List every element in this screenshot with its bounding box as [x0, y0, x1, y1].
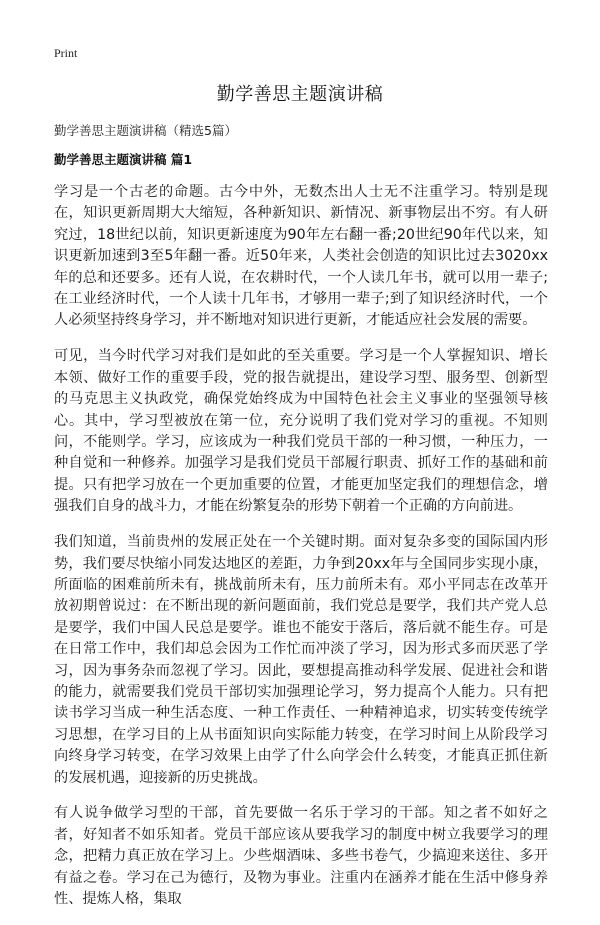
- section-heading: 勤学善思主题演讲稿 篇1: [54, 152, 193, 167]
- paragraph: 我们知道，当前贵州的发展正处在一个关键时期。面对复杂多变的国际国内形势，我们要尽快缩小同发达地区的差距，力争到20xx年与全国同步实现小康，所面临的困难前所未有，挑战前所未有，压力前所未有。邓小平同志在改革开放初期曾说过：在不断出现的新问题面前，我们党总是要学，我们共产党人总是要学，我们中国人民总是要学。谁也不能安于落后，落后就不能生存。可是在日常工作中，我们却总会因为工作忙而冲淡了学习，因为形式多而厌恶了学习，因为事务杂而忽视了学习。因此，要想提高推动科学发展、促进社会和谐的能力，就需要我们党员干部切实加强理论学习，努力提高个人能力。只有把读书学习当成一种生活态度、一种工作责任、一种精神追求，切实转变传统学习思想，在学习目的上从书面知识向实际能力转变，在学习时间上从阶段学习向终身学习转变，在学习效果上由学了什么向学会什么转变，才能真正抓住新的发展机遇，迎接新的历史挑战。: [54, 534, 548, 786]
- page-title: 勤学善思主题演讲稿: [216, 84, 384, 105]
- paragraph: 可见，当今时代学习对我们是如此的至关重要。学习是一个人掌握知识、增长本领、做好工作的重要手段，党的报告就提出，建设学习型、服务型、创新型的马克思主义执政党，确保党始终成为中国特色社会主义事业的坚强领导核心。其中，学习型被放在第一位，充分说明了我们党对学习的重视。不知则问，不能则学。学习，应该成为一种我们党员干部的一种习惯，一种压力，一种自觉和一种修养。加强学习是我们党员干部履行职责、抓好工作的基础和前提。只有把学习放在一个更加重要的位置，才能更加坚定我们的理想信念，增强我们自身的战斗力，才能在纷繁复杂的形势下朝着一个正确的方向前进。: [54, 348, 548, 515]
- print-label: Print: [54, 46, 78, 60]
- paragraph: 有人说争做学习型的干部，首先要做一名乐于学习的干部。知之者不如好之者，好知者不如乐知者。党员干部应该从要我学习的制度中树立我要学习的理念，把精力真正放在学习上。少些烟酒味、多些书卷气，少搞迎来送往、多开有益之卷。学习在己为德行，及物为事业。注重内在涵养才能在生活中修身养性、提炼人格，集取: [54, 805, 548, 908]
- body-text: [54, 182, 548, 925]
- document-subtitle: 勤学善思主题演讲稿（精选5篇）: [54, 123, 237, 138]
- paragraph: 学习是一个古老的命题。古今中外，无数杰出人士无不注重学习。特别是现在，知识更新周期大大缩短，各种新知识、新情况、新事物层出不穷。有人研究过，18世纪以前，知识更新速度为90年左右翻一番;20世纪90年代以来，知识更新加速到3至5年翻一番。近50年来，人类社会创造的知识比过去3020xx年的总和还要多。还有人说，在农耕时代，一个人读几年书，就可以用一辈子;在工业经济时代，一个人读十几年书，才够用一辈子;到了知识经济时代，一个人必须坚持终身学习，并不断地对知识进行更新，才能适应社会发展的需要。: [54, 184, 548, 329]
